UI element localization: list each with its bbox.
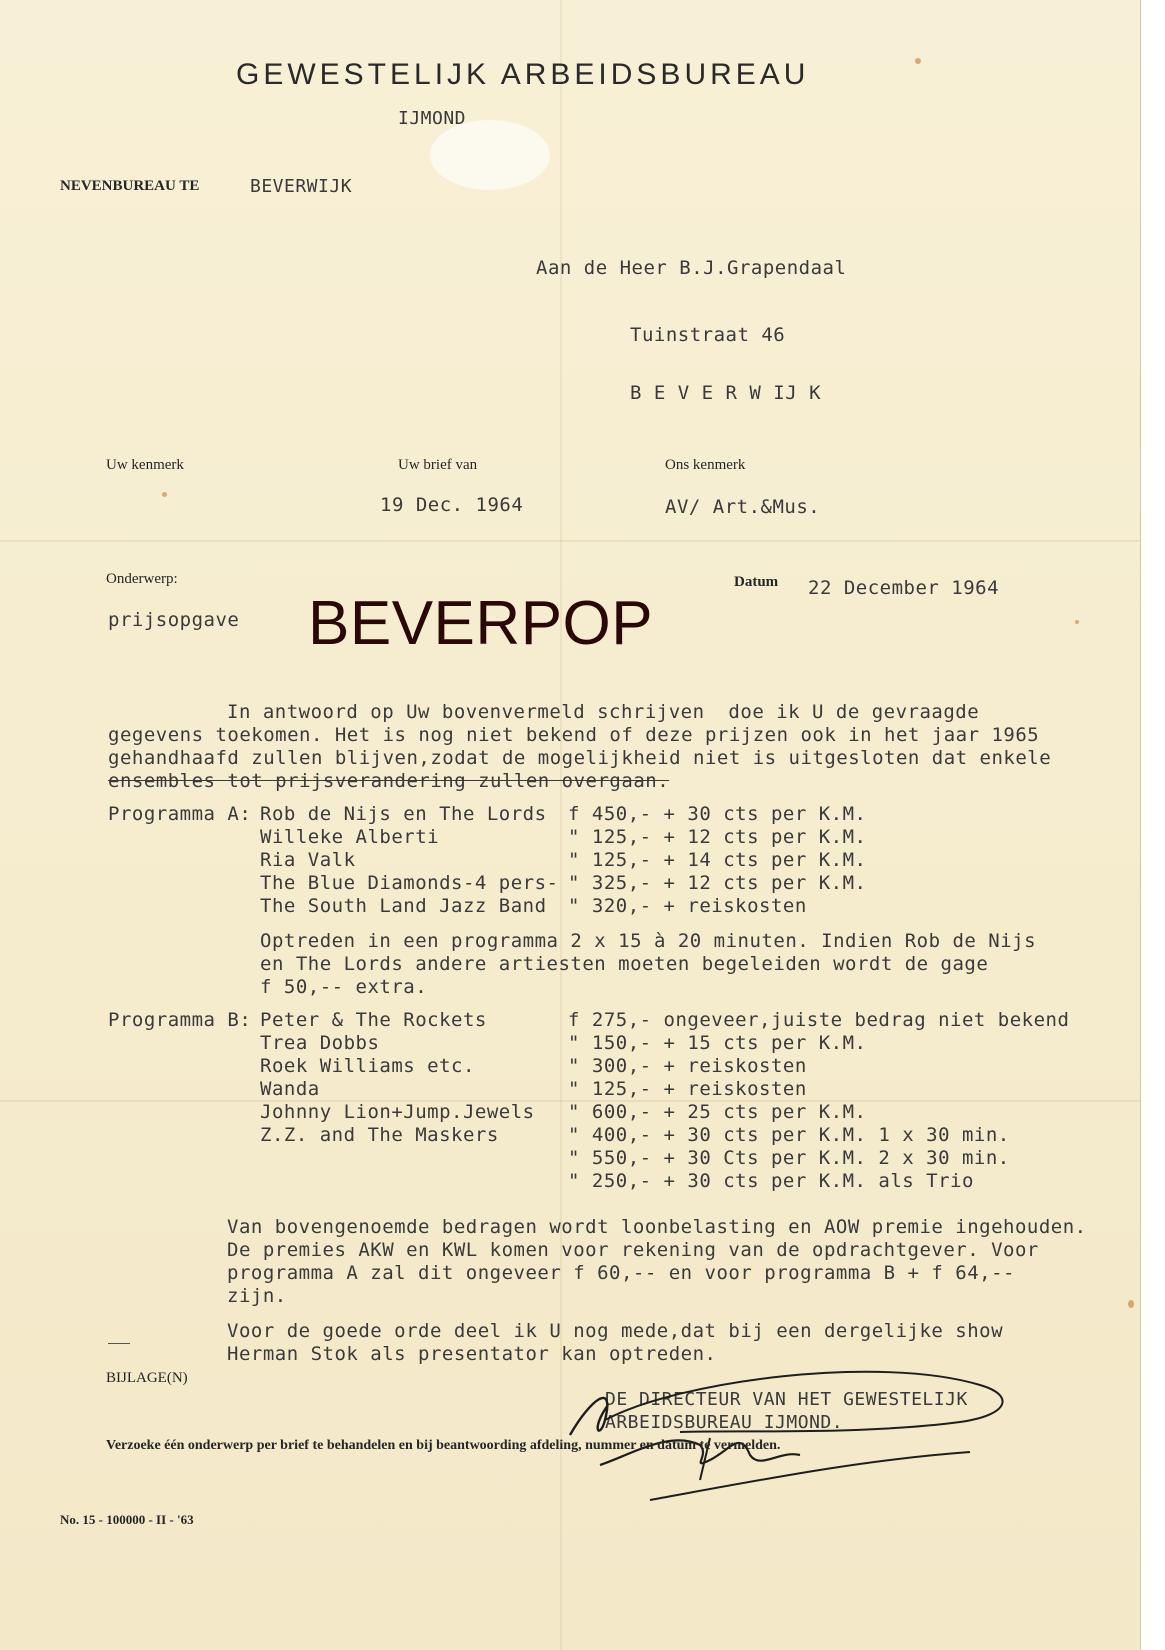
program-a-artist: Ria Valk	[260, 849, 356, 871]
recipient-street: Tuinstraat 46	[630, 324, 786, 346]
closing-line: De premies AKW en KWL komen voor rekening van de opdrachtgever. Voor	[227, 1239, 1039, 1261]
office-city: BEVERWIJK	[250, 176, 353, 197]
closing-line: zijn.	[227, 1285, 287, 1307]
program-b-fee: " 150,- + 15 cts per K.M.	[568, 1032, 867, 1054]
paper-spot	[162, 492, 167, 497]
program-b-artist: Trea Dobbs	[260, 1032, 380, 1054]
program-a-artist: The Blue Diamonds-4 pers-	[260, 872, 559, 894]
intro-line: In antwoord op Uw bovenvermeld schrijven doe ik U de gevraagde	[227, 701, 980, 723]
program-b-artist: Roek Williams etc.	[260, 1055, 475, 1077]
program-b-artist: Wanda	[260, 1078, 320, 1100]
program-b-fee: " 125,- + reiskosten	[568, 1078, 807, 1100]
paper-spot	[1075, 620, 1079, 624]
margin-dash	[108, 1343, 130, 1344]
program-b-fee: " 600,- + 25 cts per K.M.	[568, 1101, 867, 1123]
closing-line: Voor de goede orde deel ik U nog mede,dat bij een dergelijke show	[227, 1320, 1004, 1342]
paper-spot	[915, 58, 921, 64]
recipient-city: B E V E R W IJ K	[630, 382, 822, 404]
program-a-note: f 50,-- extra.	[260, 976, 428, 998]
office-label: NEVENBUREAU TE	[60, 178, 200, 194]
program-b-artist: Johnny Lion+Jump.Jewels	[260, 1101, 535, 1123]
intro-line: ensembles tot prijsverandering zullen overgaan.	[108, 770, 670, 792]
fold-line	[0, 540, 1140, 542]
program-b-artist: Peter & The Rockets	[260, 1009, 487, 1031]
program-b-label: Programma B:	[108, 1009, 252, 1031]
signature-line: ARBEIDSBUREAU IJMOND.	[605, 1412, 844, 1433]
ons-kenmerk-value: AV/ Art.&Mus.	[665, 496, 821, 518]
subject-value: prijsopgave	[108, 609, 240, 631]
program-a-artist: Rob de Nijs en The Lords	[260, 803, 547, 825]
closing-line: Van bovengenoemde bedragen wordt loonbelasting en AOW premie ingehouden.	[227, 1216, 1087, 1238]
program-a-fee: " 125,- + 14 cts per K.M.	[568, 849, 867, 871]
recipient-name: Aan de Heer B.J.Grapendaal	[536, 257, 847, 279]
closing-line: Herman Stok als presentator kan optreden.	[227, 1343, 717, 1365]
paper-spot	[1128, 1300, 1134, 1308]
letterhead-region: IJMOND	[398, 108, 467, 129]
program-a-fee: " 325,- + 12 cts per K.M.	[568, 872, 867, 894]
overlay-title: BEVERPOP	[308, 589, 654, 658]
program-b-fee: f 275,- ongeveer,juiste bedrag niet bekend	[568, 1009, 1070, 1031]
signature-line: DE DIRECTEUR VAN HET GEWESTELIJK	[605, 1389, 968, 1410]
intro-line: gegevens toekomen. Het is nog niet bekend of deze prijzen ook in het jaar 1965	[108, 724, 1040, 746]
program-a-artist: Willeke Alberti	[260, 826, 440, 848]
handwritten-signature	[560, 1360, 1030, 1510]
bijlage-label: BIJLAGE(N)	[106, 1370, 188, 1386]
program-a-fee: f 450,- + 30 cts per K.M.	[568, 803, 867, 825]
program-b-fee: " 400,- + 30 cts per K.M. 1 x 30 min.	[568, 1124, 1010, 1146]
uw-kenmerk-label: Uw kenmerk	[106, 457, 184, 473]
program-b-fee: " 250,- + 30 cts per K.M. als Trio	[568, 1170, 974, 1192]
letterhead-title: GEWESTELIJK ARBEIDSBUREAU	[236, 58, 810, 91]
uw-brief-value: 19 Dec. 1964	[380, 494, 524, 516]
program-b-artist: Z.Z. and The Maskers	[260, 1124, 499, 1146]
form-number: No. 15 - 100000 - II - '63	[60, 1512, 194, 1527]
program-a-artist: The South Land Jazz Band	[260, 895, 547, 917]
program-b-fee: " 300,- + reiskosten	[568, 1055, 807, 1077]
paper-stain	[430, 120, 550, 190]
closing-line: programma A zal dit ongeveer f 60,-- en voor programma B + f 64,--	[227, 1262, 1015, 1284]
date-value: 22 December 1964	[808, 577, 1000, 599]
subject-label: Onderwerp:	[106, 571, 178, 587]
program-a-fee: " 320,- + reiskosten	[568, 895, 807, 917]
ons-kenmerk-label: Ons kenmerk	[665, 457, 746, 473]
footer-note: Verzoeke één onderwerp per brief te behandelen en bij beantwoording afdeling, nummer en datum te vermelden.	[106, 1438, 781, 1453]
program-a-fee: " 125,- + 12 cts per K.M.	[568, 826, 867, 848]
program-a-note: Optreden in een programma 2 x 15 à 20 minuten. Indien Rob de Nijs	[260, 930, 1037, 952]
date-label: Datum	[734, 574, 779, 590]
program-b-fee: " 550,- + 30 Cts per K.M. 2 x 30 min.	[568, 1147, 1010, 1169]
program-a-note: en The Lords andere artiesten moeten begeleiden wordt de gage	[260, 953, 989, 975]
program-a-label: Programma A:	[108, 803, 252, 825]
uw-brief-label: Uw brief van	[398, 457, 478, 473]
intro-line: gehandhaafd zullen blijven,zodat de mogelijkheid niet is uitgesloten dat enkele	[108, 747, 1052, 769]
